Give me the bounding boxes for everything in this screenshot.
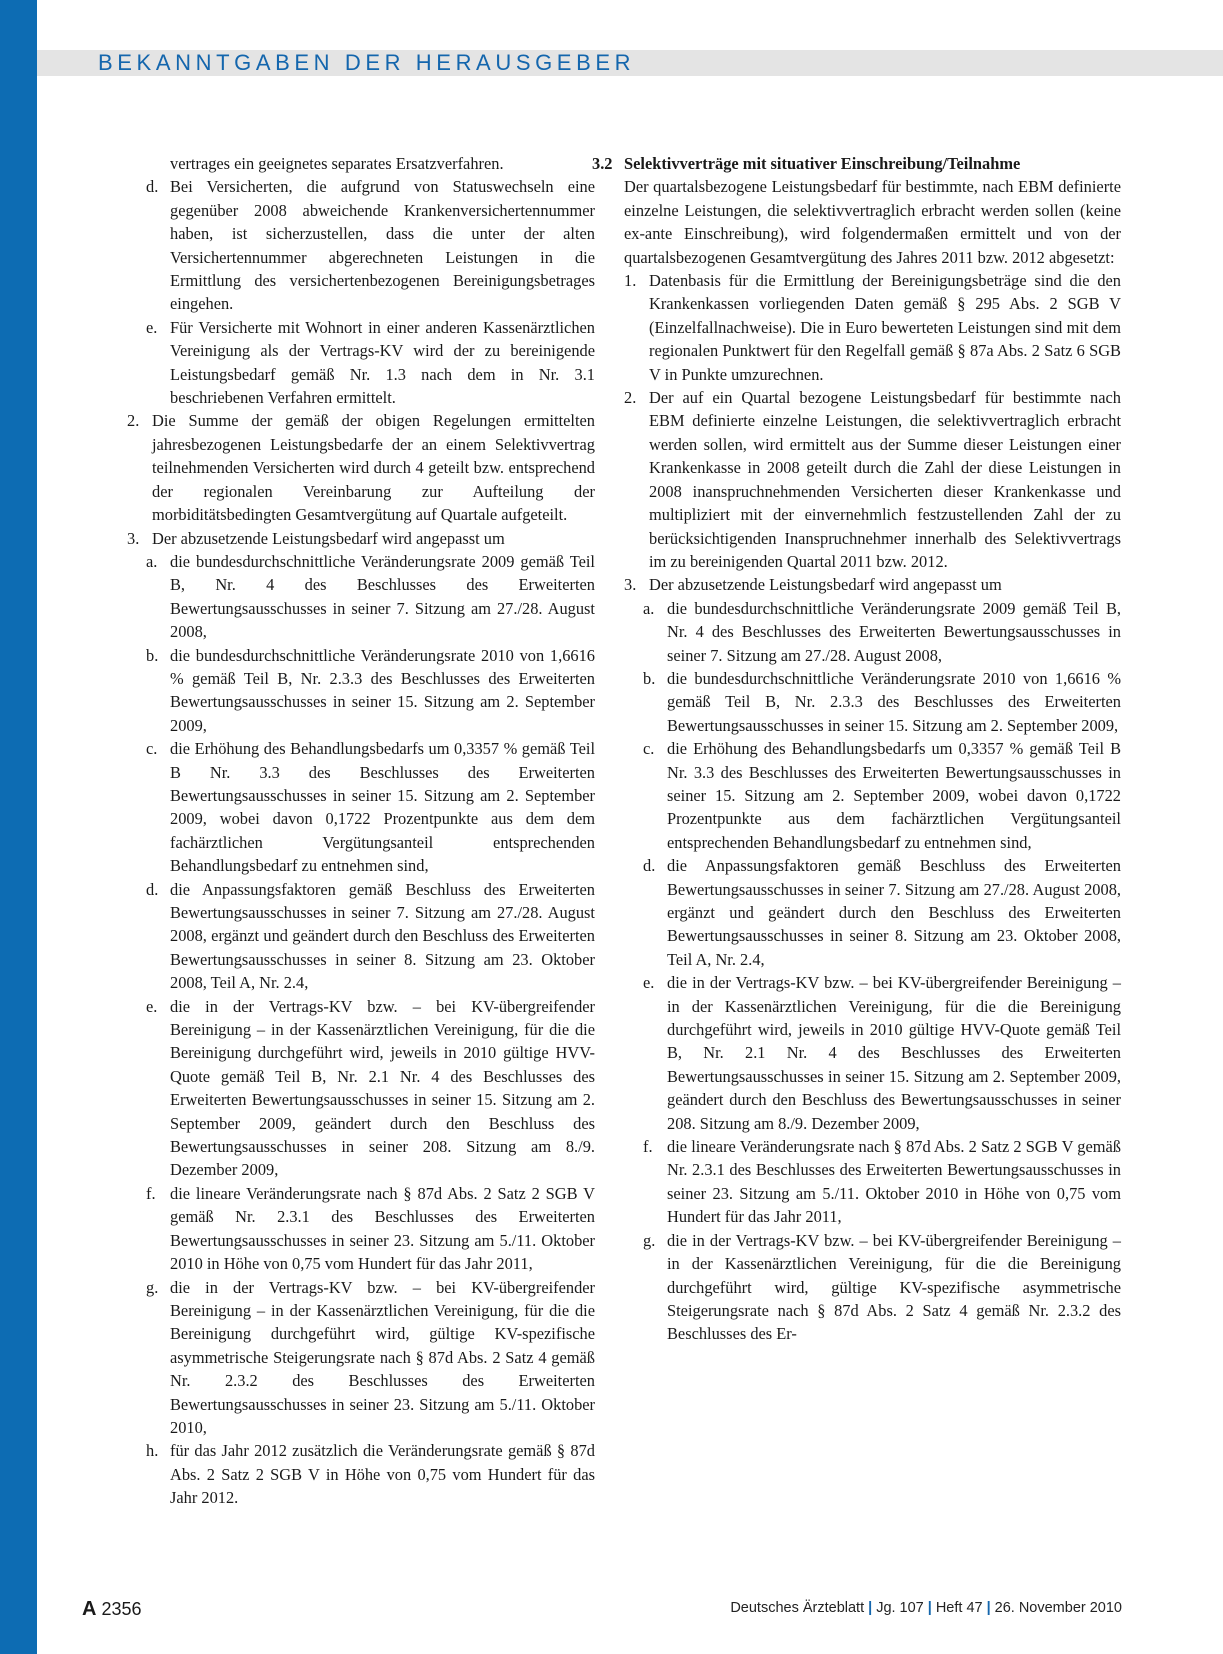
list-item: [624, 597, 1121, 667]
item-text: Der abzusetzende Leistungsbedarf wird angepasst um: [649, 575, 1002, 595]
item-number: f.: [643, 1137, 653, 1157]
list-item: [127, 316, 595, 410]
item-text: die in der Vertrags-KV bzw. – bei KV-übergreifender Bereinigung – in der Kassenärztlichen Vereinigung, für die die Bereinigung durchgeführt wird, jeweils in 2010 gültige HVV-Quote gemäß Teil B, Nr. 2.1 Nr. 4 des Beschlusses des Erweiterten Bewertungsausschusses in seiner 15. Sitzung am 2. September 2009, geändert durch den Beschluss des Bewertungsausschusses in seiner 208. Sitzung am 8./9. Dezember 2009,: [170, 996, 595, 1180]
continuation-text: vertrages ein geeignetes separates Ersatzverfahren.: [170, 154, 504, 173]
list-item: [624, 737, 1121, 854]
item-text: Für Versicherte mit Wohnort in einer anderen Kassenärztlichen Vereinigung als der Vertrags-KV wird der zu bereinigende Leistungsbedarf gemäß Nr. 1.3 nach dem in Nr. 3.1 beschriebenen Verfahren ermittelt.: [170, 317, 595, 408]
list-item: [127, 995, 595, 1182]
item-number: b.: [643, 668, 656, 688]
right-items: [624, 269, 1121, 597]
item-text: für das Jahr 2012 zusätzlich die Veränderungsrate gemäß § 87d Abs. 2 Satz 2 SGB V in Höhe von 0,75 vom Hundert für das Jahr 2012.: [170, 1441, 595, 1508]
left-top-subitems: [127, 175, 595, 409]
item-text: Der auf ein Quartal bezogene Leistungsbedarf für bestimmte nach EBM definierte einzelne Leistungen, die selektivvertraglich erbracht werden sollen, wird ermittelt aus der Summe dieser Leistungen einer Krankenkasse in 2008 geteilt durch die Zahl der diese Leistungen in 2008 inanspruchnehmenden Versicherten dieser Krankenkasse und multipliziert mit der einvernehmlich festzustellenden Zahl der zu berücksichtigenden Inanspruchnehmer innerhalb des Selektivvertrags im zu bereinigenden Quartal 2011 bzw. 2012.: [649, 388, 1121, 571]
item-text: Bei Versicherten, die aufgrund von Statuswechseln eine gegenüber 2008 abweichende Krankenversichertennummer haben, ist sicherzustellen, dass die unter der alten Versichertennummer abgerechneten Leistungen in die Ermittlung des versichertenbezogenen Bereinigungsbetrages eingehen.: [170, 177, 595, 314]
item-number: e.: [146, 996, 158, 1016]
separator: |: [868, 1600, 873, 1616]
section-number: 3.2: [592, 154, 613, 173]
item-number: 2.: [127, 411, 140, 431]
list-item: [127, 1439, 595, 1509]
page-letter: A: [82, 1598, 97, 1620]
list-item: [127, 644, 595, 738]
left-subitems: [127, 550, 595, 1510]
item-number: d.: [146, 879, 159, 899]
item-number: 3.: [127, 528, 140, 548]
item-number: 3.: [624, 575, 637, 595]
list-item: [624, 1135, 1121, 1229]
item-text: die bundesdurchschnittliche Veränderungsrate 2010 von 1,6616 % gemäß Teil B, Nr. 2.3.3 des Beschlusses des Erweiterten Bewertungsausschusses in seiner 15. Sitzung am 2. September 2009,: [667, 668, 1121, 735]
right-column: [592, 152, 1121, 1346]
journal-name: Deutsches Ärzteblatt: [730, 1600, 865, 1616]
list-item: [127, 1182, 595, 1276]
item-text: die lineare Veränderungsrate nach § 87d Abs. 2 Satz 2 SGB V gemäß Nr. 2.3.1 des Beschlusses des Erweiterten Bewertungsausschusses in seiner 23. Sitzung am 5./11. Oktober 2010 in Höhe von 0,75 vom Hundert für das Jahr 2011,: [667, 1137, 1121, 1227]
page-number-value: 2356: [101, 1599, 142, 1619]
list-item: [624, 854, 1121, 971]
item-text: Datenbasis für die Ermittlung der Bereinigungsbeträge sind die den Krankenkassen vorliegenden Daten gemäß § 295 Abs. 2 SGB V (Einzelfallnachweise). Die in Euro bewerteten Leistungen sind mit dem regionalen Punktwert für den Regelfall gemäß § 87a Abs. 2 Satz 6 SGB V in Punkte umzurechnen.: [649, 271, 1121, 384]
list-item: [127, 527, 595, 550]
list-item: [624, 386, 1121, 573]
list-item: [624, 667, 1121, 737]
item-number: 1.: [624, 271, 637, 291]
item-number: e.: [643, 973, 655, 993]
section-header: BEKANNTGABEN DER HERAUSGEBER: [98, 50, 636, 75]
item-text: die bundesdurchschnittliche Veränderungsrate 2010 von 1,6616 % gemäß Teil B, Nr. 2.3.3 des Beschlusses des Erweiterten Bewertungsausschusses in seiner 15. Sitzung am 2. September 2009,: [170, 645, 595, 735]
item-number: b.: [146, 645, 159, 665]
list-item: [624, 971, 1121, 1135]
section-title: Selektivverträge mit situativer Einschreibung/Teilnahme: [624, 154, 1021, 173]
item-number: c.: [643, 739, 655, 759]
item-number: f.: [146, 1183, 156, 1203]
brand-sidebar: [0, 0, 37, 1654]
list-item: [127, 1276, 595, 1440]
separator: |: [986, 1600, 991, 1616]
list-item: [624, 573, 1121, 596]
separator: |: [927, 1600, 932, 1616]
item-number: d.: [146, 177, 159, 197]
right-subitems: [624, 597, 1121, 1346]
list-item: [127, 737, 595, 877]
list-item: [624, 269, 1121, 386]
section-intro: Der quartalsbezogene Leistungsbedarf für bestimmte, nach EBM definierte einzelne Leistungen, die selektivvertraglich erbracht werden sollen (keine ex-ante Einschreibung), wird folgendermaßen ermittelt und von der quartalsbezogenen Gesamtvergütung des Jahres 2011 bzw. 2012 abgesetzt:: [624, 177, 1121, 267]
journal-volume: Jg. 107: [876, 1600, 924, 1616]
item-number: c.: [146, 739, 158, 759]
journal-footer: [730, 1600, 1122, 1616]
item-text: die Anpassungsfaktoren gemäß Beschluss des Erweiterten Bewertungsausschusses in seiner 7. Sitzung am 27./28. August 2008, ergänzt und geändert durch den Beschluss des Erweiterten Bewertungsausschusses in seiner 8. Sitzung am 23. Oktober 2008, Teil A, Nr. 2.4,: [667, 856, 1121, 969]
section-heading: [592, 152, 1121, 175]
item-text: die Erhöhung des Behandlungsbedarfs um 0,3357 % gemäß Teil B Nr. 3.3 des Beschlusses des Erweiterten Bewertungsausschusses in seiner 15. Sitzung am 2. September 2009, wobei davon 0,1722 Prozentpunkte aus dem dem fachärztlichen Vergütungsanteil entsprechenden Behandlungsbedarf zu entnehmen sind,: [170, 739, 595, 876]
item-number: a.: [643, 598, 655, 618]
item-text: die Erhöhung des Behandlungsbedarfs um 0,3357 % gemäß Teil B Nr. 3.3 des Beschlusses des Erweiterten Bewertungsausschusses in seiner 15. Sitzung am 2. September 2009, wobei davon 0,1722 Prozentpunkte aus dem fachärztlichen Vergütungsanteil entsprechenden Behandlungsbedarf zu entnehmen sind,: [667, 739, 1121, 852]
item-text: Die Summe der gemäß der obigen Regelungen ermittelten jahresbezogenen Leistungsbedarfe der an einem Selektivvertrag teilnehmenden Versicherten wird durch 4 geteilt bzw. entsprechend der regionalen Vereinbarung zur Aufteilung der morbiditätsbedingten Gesamtvergütung auf Quartale aufgeteilt.: [152, 411, 595, 525]
list-item: [127, 175, 595, 315]
list-item: [624, 1229, 1121, 1346]
item-number: 2.: [624, 388, 637, 408]
page-number: [82, 1598, 142, 1621]
journal-date: 26. November 2010: [994, 1600, 1122, 1616]
item-text: Der abzusetzende Leistungsbedarf wird angepasst um: [152, 528, 505, 548]
list-item: [127, 878, 595, 995]
item-number: e.: [146, 317, 158, 337]
left-column: [127, 152, 595, 1510]
journal-issue: Heft 47: [935, 1600, 983, 1616]
item-text: die bundesdurchschnittliche Veränderungsrate 2009 gemäß Teil B, Nr. 4 des Beschlusses des Erweiterten Bewertungsausschusses in seiner 7. Sitzung am 27./28. August 2008,: [667, 598, 1121, 665]
item-text: die in der Vertrags-KV bzw. – bei KV-übergreifender Bereinigung – in der Kassenärztlichen Vereinigung, für die die Bereinigung durchgeführt wird, gültige KV-spezifische asymmetrische Steigerungsrate nach § 87d Abs. 2 Satz 4 gemäß Nr. 2.3.2 des Beschlusses des Er-: [667, 1230, 1121, 1344]
item-text: die in der Vertrags-KV bzw. – bei KV-übergreifender Bereinigung – in der Kassenärztlichen Vereinigung, für die die Bereinigung durchgeführt wird, jeweils in 2010 gültige HVV-Quote gemäß Teil B, Nr. 2.1 Nr. 4 des Beschlusses des Erweiterten Bewertungsausschusses in seiner 15. Sitzung am 2. September 2009, geändert durch den Beschluss des Bewertungsausschusses in seiner 208. Sitzung am 8./9. Dezember 2009,: [667, 973, 1121, 1133]
item-text: die Anpassungsfaktoren gemäß Beschluss des Erweiterten Bewertungsausschusses in seiner 7. Sitzung am 27./28. August 2008, ergänzt und geändert durch den Beschluss des Erweiterten Bewertungsausschusses in seiner 8. Sitzung am 23. Oktober 2008, Teil A, Nr. 2.4,: [170, 879, 595, 993]
list-item: [127, 550, 595, 644]
item-text: die in der Vertrags-KV bzw. – bei KV-übergreifender Bereinigung – in der Kassenärztlichen Vereinigung, für die die Bereinigung durchgeführt wird, gültige KV-spezifische asymmetrische Steigerungsrate nach § 87d Abs. 2 Satz 4 gemäß Nr. 2.3.2 des Beschlusses des Erweiterten Bewertungsausschusses in seiner 23. Sitzung am 5./11. Oktober 2010,: [170, 1277, 595, 1437]
item-number: g.: [146, 1277, 159, 1297]
item-text: die lineare Veränderungsrate nach § 87d Abs. 2 Satz 2 SGB V gemäß Nr. 2.3.1 des Beschlusses des Erweiterten Bewertungsausschusses in seiner 23. Sitzung am 5./11. Oktober 2010 in Höhe von 0,75 vom Hundert für das Jahr 2011,: [170, 1183, 595, 1274]
item-number: h.: [146, 1441, 159, 1461]
item-text: die bundesdurchschnittliche Veränderungsrate 2009 gemäß Teil B, Nr. 4 des Beschlusses des Erweiterten Bewertungsausschusses in seiner 7. Sitzung am 27./28. August 2008,: [170, 551, 595, 642]
item-number: d.: [643, 856, 656, 876]
list-item: [127, 409, 595, 526]
item-number: g.: [643, 1230, 656, 1250]
item-number: a.: [146, 551, 158, 571]
